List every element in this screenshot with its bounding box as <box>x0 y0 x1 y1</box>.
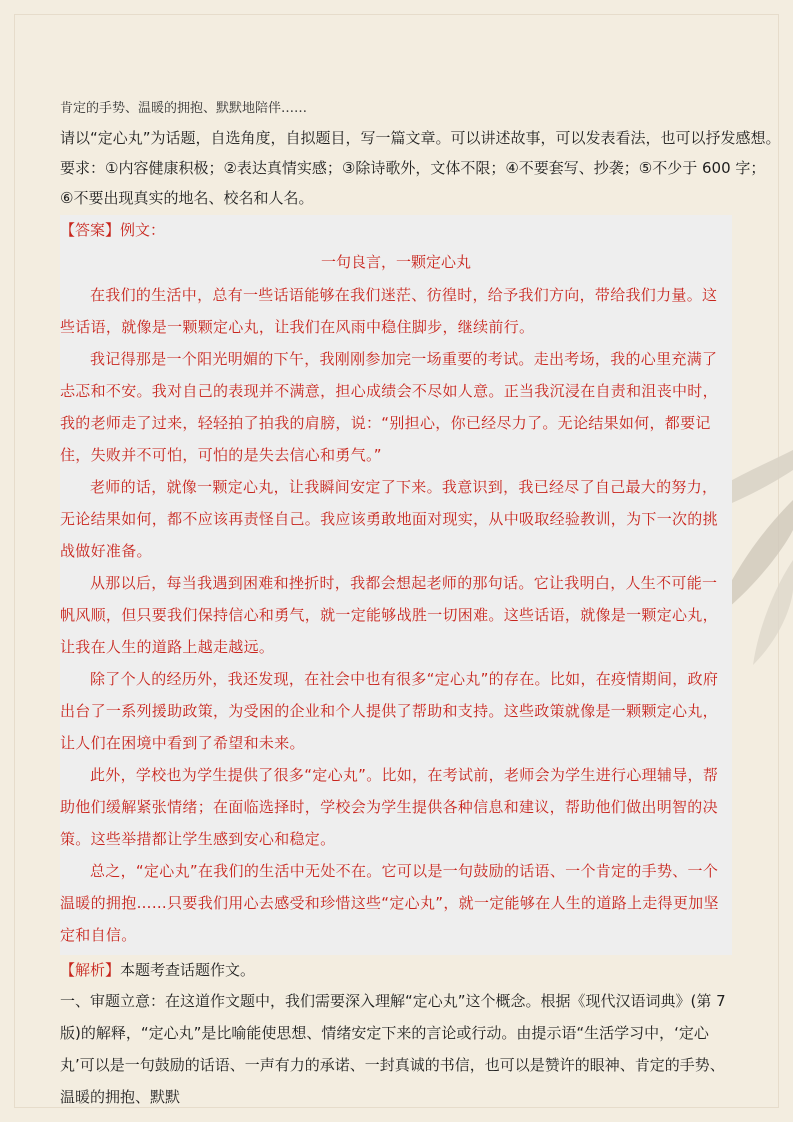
prompt-line-3: ⑥不要出现真实的地名、校名和人名。 <box>60 189 314 207</box>
essay-paragraph: 我记得那是一个阳光明媚的下午，我刚刚参加完一场重要的考试。走出考场，我的心里充满了忐忑和不安。我对自己的表现并不满意，担心成绩会不尽如人意。正当我沉浸在自责和沮丧中时，我的老师走了过来，轻轻拍了拍我的肩膀，说：“别担心，你已经尽力了。无论结果如何，都要记住，失败并不可怕，可怕的是失去信心和勇气。” <box>60 350 718 464</box>
essay-paragraph: 除了个人的经历外，我还发现，在社会中也有很多“定心丸”的存在。比如，在疫情期间，政府出台了一系列援助政策，为受困的企业和个人提供了帮助和支持。这些政策就像是一颗颗定心丸，让人们在困境中看到了希望和未来。 <box>60 670 719 752</box>
essay-paragraph: 从那以后，每当我遇到困难和挫折时，我都会想起老师的那句话。它让我明白，人生不可能一帆风顺，但只要我们保持信心和勇气，就一定能够战胜一切困难。这些话语，就像是一颗定心丸，让我在人生的道路上越走越远。 <box>60 574 718 656</box>
essay-paragraph: 此外，学校也为学生提供了很多“定心丸”。比如，在考试前，老师会为学生进行心理辅导，帮助他们缓解紧张情绪；在面临选择时，学校会为学生提供各种信息和建议，帮助他们做出明智的决策。这些举措都让学生感到安心和稳定。 <box>60 766 719 848</box>
prompt-line-2: 要求：①内容健康积极；②表达真情实感；③除诗歌外，文体不限；④不要套写、抄袭；⑤不少于 600 字； <box>60 159 766 177</box>
answer-tag: 【答案】 <box>60 221 121 239</box>
document-body <box>60 95 781 1113</box>
essay-paragraph: 在我们的生活中，总有一些话语能够在我们迷茫、彷徨时，给予我们方向，带给我们力量。这些话语，就像是一颗颗定心丸，让我们在风雨中稳住脚步，继续前行。 <box>60 286 718 336</box>
prompt-line-1: 请以“定心丸”为话题，自选角度，自拟题目，写一篇文章。可以讲述故事，可以发表看法，也可以抒发感想。 <box>60 129 781 147</box>
essay-title: 一句良言，一颗定心丸 <box>320 253 471 271</box>
essay-paragraph: 老师的话，就像一颗定心丸，让我瞬间安定了下来。我意识到，我已经尽了自己最大的努力，无论结果如何，都不应该再责怪自己。我应该勇敢地面对现实，从中吸取经验教训，为下一次的挑战做好准备。 <box>60 478 718 560</box>
analysis-tag: 【解析】 <box>60 961 121 979</box>
answer-heading <box>60 215 732 245</box>
analysis-text: 一、审题立意：在这道作文题中，我们需要深入理解“定心丸”这个概念。根据《现代汉语词典》(第 7 版)的解释，“定心丸”是比喻能使思想、情绪安定下来的言论或行动。由提示语“生活学习中，‘定心丸’可以是一句鼓励的话语、一声有力的承诺、一封真诚的书信，也可以是赞许的眼神、肯定的手势、温暖的拥抱、默默 <box>60 992 726 1106</box>
analysis-label: 本题考查话题作文。 <box>120 961 256 979</box>
analysis-heading <box>60 955 732 985</box>
essay-paragraph: 总之，“定心丸”在我们的生活中无处不在。它可以是一句鼓励的话语、一个肯定的手势、一个温暖的拥抱……只要我们用心去感受和珍惜这些“定心丸”，就一定能够在人生的道路上走得更加坚定和自信。 <box>60 862 719 944</box>
answer-section <box>60 215 732 955</box>
answer-label: 例文： <box>120 221 166 239</box>
intro-line: 肯定的手势、温暖的拥抱、默默地陪伴…… <box>60 101 308 116</box>
